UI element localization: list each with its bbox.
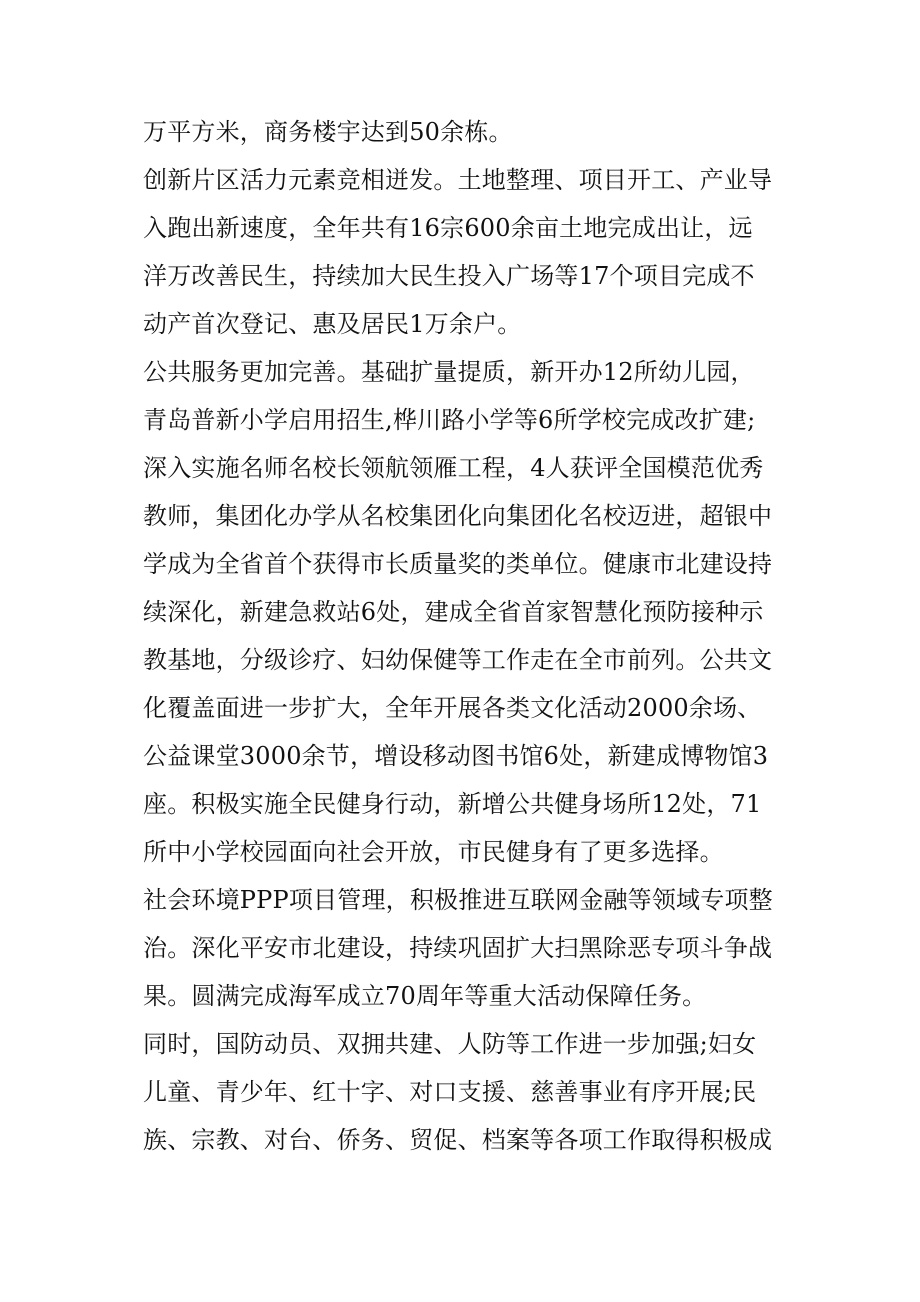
text-line: 座。积极实施全民健身行动，新增公共健身场所12处，71 <box>143 790 762 818</box>
text-line: 社会环境PPP项目管理，积极推进互联网金融等领域专项整 <box>143 886 773 914</box>
document-body <box>143 108 788 1164</box>
text-line: 公益课堂3000余节，增设移动图书馆6处，新建成博物馆3 <box>143 742 769 770</box>
text-line: 创新片区活力元素竞相迸发。土地整理、项目开工、产业导 <box>143 166 773 194</box>
text-line: 同时，国防动员、双拥共建、人防等工作进一步加强;妇女 <box>143 1030 757 1058</box>
text-line: 续深化，新建急救站6处，建成全省首家智慧化预防接种示 <box>143 598 764 626</box>
text-line: 入跑出新速度，全年共有16宗600余亩土地完成出让，远 <box>143 214 753 242</box>
text-line: 果。圆满完成海军成立70周年等重大活动保障任务。 <box>143 982 707 1010</box>
text-line: 学成为全省首个获得市长质量奖的类单位。健康市北建设持 <box>143 550 773 578</box>
text-line: 教基地，分级诊疗、妇幼保健等工作走在全市前列。公共文 <box>143 646 773 674</box>
text-line: 洋万改善民生，持续加大民生投入广场等17个项目完成不 <box>143 262 755 290</box>
text-line: 所中小学校园面向社会开放，市民健身有了更多选择。 <box>143 838 724 866</box>
text-line: 治。深化平安市北建设，持续巩固扩大扫黑除恶专项斗争战 <box>143 934 773 962</box>
text-line: 青岛普新小学启用招生,桦川路小学等6所学校完成改扩建; <box>143 406 756 434</box>
text-line: 儿童、青少年、红十字、对口支援、慈善事业有序开展;民 <box>143 1078 757 1106</box>
text-line: 深入实施名师名校长领航领雁工程，4人获评全国模范优秀 <box>143 454 764 482</box>
text-line: 万平方米，商务楼宇达到50余栋。 <box>143 118 513 146</box>
text-line: 动产首次登记、惠及居民1万余户。 <box>143 310 522 338</box>
text-line: 公共服务更加完善。基础扩量提质，新开办12所幼儿园， <box>143 358 755 386</box>
text-line: 族、宗教、对台、侨务、贸促、档案等各项工作取得积极成 <box>143 1126 773 1154</box>
text-line: 化覆盖面进一步扩大，全年开展各类文化活动2000余场、 <box>143 694 762 722</box>
text-line: 教师，集团化办学从名校集团化向集团化名校迈进，超银中 <box>143 502 773 530</box>
